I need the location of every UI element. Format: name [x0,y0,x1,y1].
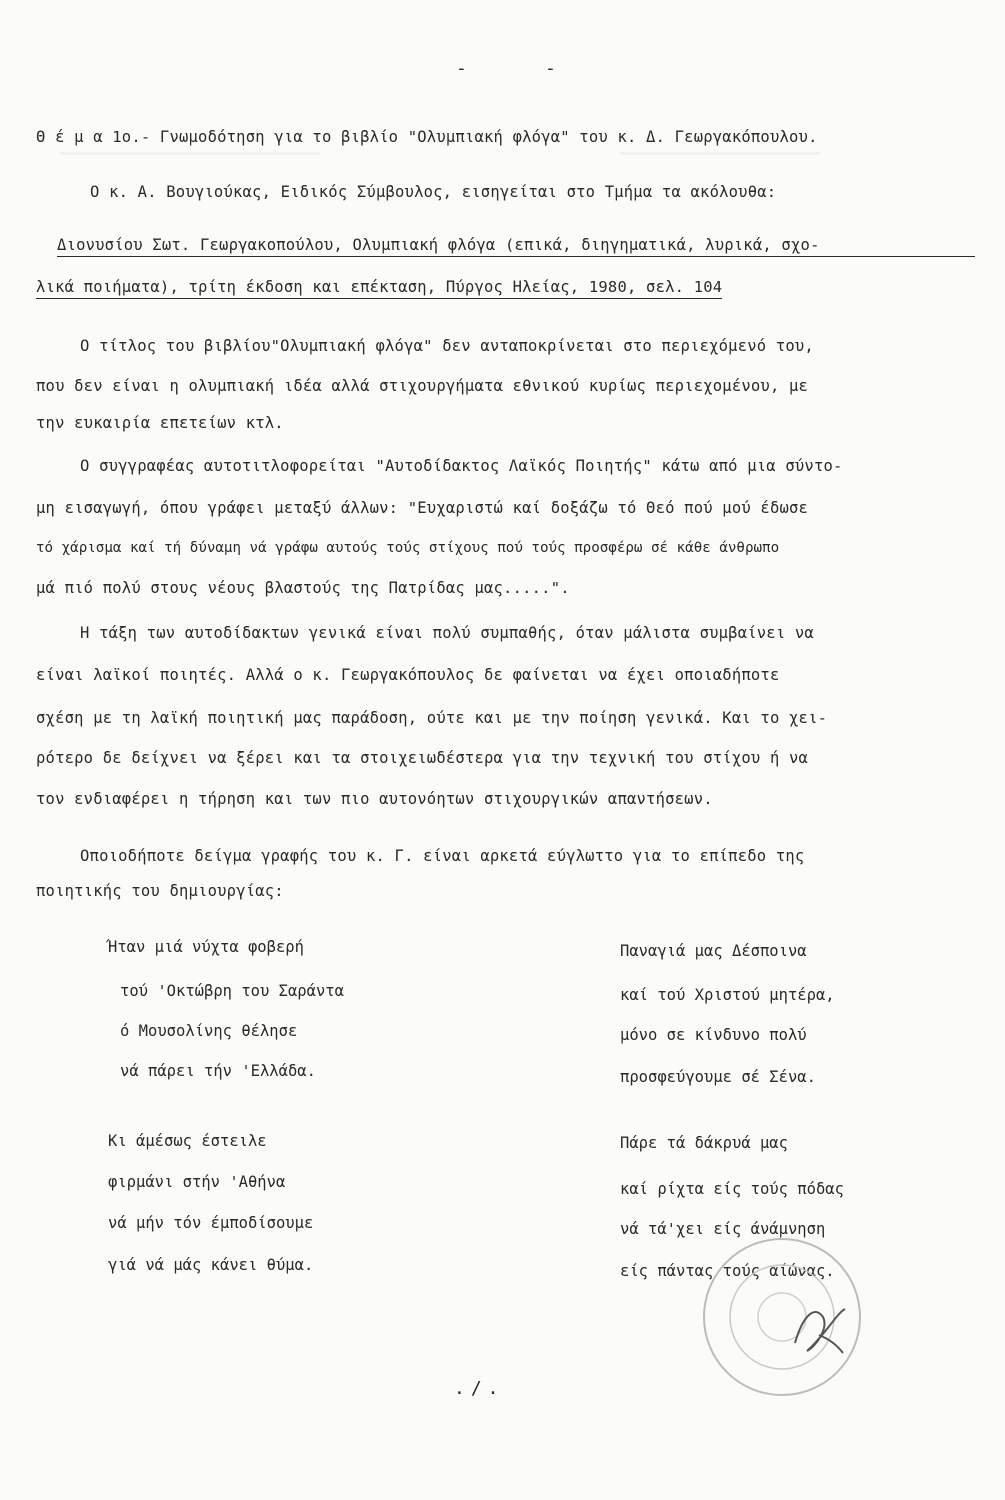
poem-right-1-line-4: προσφεύγουμε σέ Σένα. [620,1068,816,1086]
poem-left-2-line-4: γιά νά μάς κάνει θύμα. [108,1256,314,1274]
poem-right-1-line-1: Παναγιά μας Δέσποινα [620,942,807,960]
header-dash-left: - [456,58,467,79]
citation-line-2: λικά ποιήματα), τρίτη έκδοση και επέκταση, Πύργος Ηλείας, 1980, σελ. 104 [36,278,722,299]
paragraph-3-line-5: τον ενδιαφέρει η τήρηση και των πιο αυτονόητων στιχουργικών απαντήσεων. [36,790,713,808]
poem-right-2-line-3: νά τά'χει είς άνάμνηση [620,1220,826,1238]
paragraph-3-line-4: ρότερο δε δείχνει να ξέρει και τα στοιχειωδέστερα για την τεχνική του στίχου ή να [36,749,809,767]
poem-left-2-line-1: Κι άμέσως έστειλε [108,1132,267,1150]
paragraph-2-line-4: μά πιό πολύ στους νέους βλαστούς της Πατρίδας μας.....". [36,579,570,597]
paragraph-2-line-3: τό χάρισμα καί τή δύναμη νά γράφω αυτούς τούς στίχους πού τούς προσφέρω σέ κάθε άνθρωπο [36,540,780,556]
paragraph-4-line-2: ποιητικής του δημιουργίας: [36,882,284,900]
paragraph-3-line-3: σχέση με τη λαϊκή ποιητική μας παράδοση, ούτε και με την ποίηση γενικά. Και το χει- [36,709,828,727]
paragraph-3-line-1: Η τάξη των αυτοδίδακτων γενικά είναι πολύ συμπαθής, όταν μάλιστα συμβαίνει να [80,624,814,642]
poem-right-2-line-4: είς πάντας τούς αίώνας. [620,1262,835,1280]
poem-left-2-line-3: νά μήν τόν έμποδίσουμε [108,1214,314,1232]
poem-left-1-line-4: νά πάρει τήν 'Ελλάδα. [120,1062,316,1080]
poem-left-1-line-1: Ήταν μιά νύχτα φοβερή [108,938,304,956]
paragraph-1-line-2: που δεν είναι η ολυμπιακή ιδέα αλλά στιχουργήματα εθνικού κυρίως περιεχομένου, με [36,377,809,395]
paragraph-2-line-2: μη εισαγωγή, όπου γράφει μεταξύ άλλων: "Ευχαριστώ καί δοξάζω τό Θεό πού μού έδωσε [36,499,809,517]
signature-mark [785,1295,855,1365]
poem-right-2-line-1: Πάρε τά δάκρυά μας [620,1134,788,1152]
subject-title: Θ έ μ α 1ο.- Γνωμοδότηση για το βιβλίο "Ολυμπιακή φλόγα" του κ. Δ. Γεωργακόπουλου. [36,128,818,146]
header-dash-right: - [545,58,556,79]
citation-line-1: Διονυσίου Σωτ. Γεωργακοπούλου, Ολυμπιακή φλόγα (επικά, διηγηματικά, λυρικά, σχο- [57,236,975,257]
poem-left-1-line-2: τού 'Οκτώβρη του Σαράντα [120,982,344,1000]
paragraph-4-line-1: Οποιοδήποτε δείγμα γραφής του κ. Γ. είναι αρκετά εύγλωττο για το επίπεδο της [80,847,805,865]
poem-right-1-line-2: καί τού Χριστού μητέρα, [620,986,835,1004]
poem-right-1-line-3: μόνο σε κίνδυνο πολύ [620,1026,807,1044]
paragraph-2-line-1: Ο συγγραφέας αυτοτιτλοφορείται "Αυτοδίδακτος Λαϊκός Ποιητής" κάτω από μια σύντο- [80,457,843,475]
paragraph-1-line-3: την ευκαιρία επετείων κτλ. [36,414,284,432]
poem-left-2-line-2: φιρμάνι στήν 'Αθήνα [108,1173,286,1191]
poem-left-1-line-3: ό Μουσολίνης θέλησε [120,1022,298,1040]
intro-line: Ο κ. Α. Βουγιούκας, Ειδικός Σύμβουλος, εισηγείται στο Τμήμα τα ακόλουθα: [90,183,777,201]
paragraph-3-line-2: είναι λαϊκοί ποιητές. Αλλά ο κ. Γεωργακόπουλος δε φαίνεται να έχει οποιαδήποτε [36,666,780,684]
continuation-mark: ./. [454,1378,505,1399]
poem-right-2-line-2: καί ρίχτα είς τούς πόδας [620,1180,844,1198]
paragraph-1-line-1: Ο τίτλος του βιβλίου"Ολυμπιακή φλόγα" δεν ανταποκρίνεται στο περιεχόμενό του, [80,337,814,355]
